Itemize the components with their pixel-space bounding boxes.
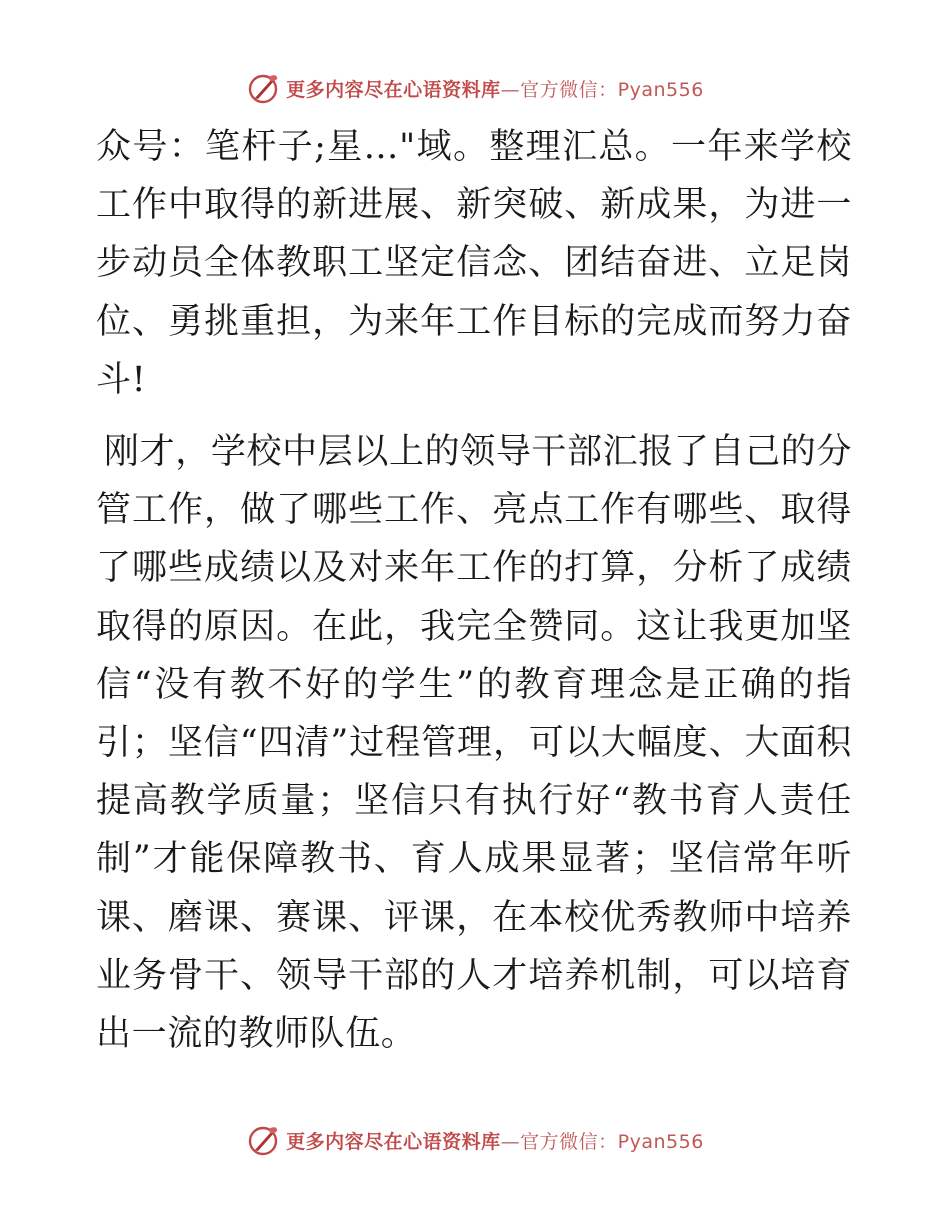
footer-banner-text [286, 1127, 704, 1154]
header-separator: — [500, 78, 521, 101]
footer-wechat-text: 官方微信：Pyan556 [520, 1130, 704, 1153]
paragraph-2: 刚才，学校中层以上的领导干部汇报了自己的分管工作，做了哪些工作、亮点工作有哪些、取得了哪些成绩以及对来年工作的打算，分析了成绩取得的原因。在此，我完全赞同。这让我更加坚信“没有教不好的学生”的教育理念是正确的指引；坚信“四清”过程管理，可以大幅度、大面积提高教学质量；坚信只有执行好“教书育人责任制”才能保障教书、育人成果显著；坚信常年听课、磨课、赛课、评课，在本校优秀教师中培养业务骨干、领导干部的人才培养机制，可以培育出一流的教师队伍。 [96, 432, 852, 1055]
footer-separator: — [500, 1130, 521, 1153]
footer-site-text: 更多内容尽在心语资料库 [286, 1130, 501, 1153]
quill-logo-icon [246, 1123, 280, 1157]
header-banner-text [286, 75, 704, 102]
document-body [96, 118, 852, 1063]
quill-logo-icon [246, 71, 280, 105]
header-banner [0, 68, 950, 108]
footer-banner [0, 1120, 950, 1160]
header-wechat-text: 官方微信：Pyan556 [520, 78, 704, 101]
paragraph-1: 众号：笔杆子;星…"域。整理汇总。一年来学校工作中取得的新进展、新突破、新成果，为进一步动员全体教职工坚定信念、团结奋进、立足岗位、勇挑重担，为来年工作目标的完成而努力奋斗! [96, 127, 852, 400]
header-site-text: 更多内容尽在心语资料库 [286, 78, 501, 101]
